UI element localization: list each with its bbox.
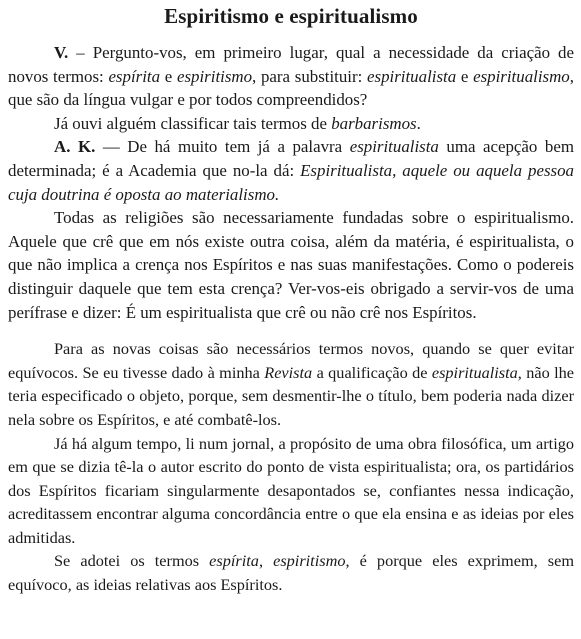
paragraph-p1 [8, 41, 574, 112]
italic-term: Revista [264, 362, 313, 382]
section-gap [8, 324, 574, 337]
text-run: , que são da língua vulgar e por todos compreendidos? [8, 66, 574, 110]
text-run: Já há algum tempo, li num jornal, a propósito de uma obra filosófica, um artigo em que se dizia tê-la o autor escrito do ponto de vista espiritualista; ora, os partidários dos Espíritos ficariam singularmente desapontados se, confiantes nessa indicação, acreditassem encontrar alguma concordância entre o que ela ensina e as ideias por eles admitidas. [8, 433, 574, 547]
text-run: uma acepção bem determinada; é a Academia que no-la dá: [8, 137, 574, 180]
text-run: . [416, 113, 421, 133]
italic-term: espiritualista [367, 66, 457, 86]
text-run: , não lhe teria especificado o objeto, porque, sem desmentir-lhe o título, bem poderia nada dizer nela sobre os Espíritos, e até combatê-los. [8, 362, 575, 429]
text-run: — De há muito tem já a palavra [95, 137, 350, 157]
text-run: a qualificação de [312, 362, 432, 382]
italic-term: espiritualista [349, 137, 439, 157]
italic-term: barbarismos [331, 113, 417, 133]
paragraph-p3 [8, 135, 574, 206]
italic-term: espiritismo [176, 66, 253, 86]
paragraph-p5 [8, 337, 574, 431]
italic-term: espírita [108, 66, 161, 86]
text-run: , é porque eles exprimem, sem equívoco, as ideias relativas aos Espíritos. [8, 551, 574, 595]
text-run: Se adotei os termos [54, 551, 210, 571]
paragraph-p4 [8, 206, 574, 324]
text-run: e [456, 66, 474, 86]
text-run: Para as novas coisas são necessários termos novos, quando se quer evitar equívocos. Se eu tivesse dado à minha [8, 339, 574, 382]
body-text [8, 41, 574, 597]
page-title: Espiritismo e espiritualismo [164, 4, 418, 28]
italic-term: Espiritualista, aquele ou aquela pessoa cuja doutrina é oposta ao materialismo. [8, 160, 574, 204]
paragraph-p6 [8, 432, 574, 550]
text-run: , [258, 551, 274, 571]
text-run: , para substituir: [252, 66, 368, 86]
paragraph-p7 [8, 549, 574, 596]
speaker-label: V. [54, 43, 69, 62]
italic-term: espiritualista [431, 362, 518, 382]
paragraph-p2 [8, 112, 574, 136]
text-run: Já ouvi alguém classificar tais termos de [54, 113, 332, 133]
italic-term: espiritualismo [473, 66, 570, 86]
text-run: – Pergunto-vos, em primeiro lugar, qual a necessidade da criação de novos termos: [8, 43, 574, 86]
italic-term: espírita [209, 551, 259, 571]
italic-term: espiritismo [273, 551, 346, 571]
text-run: Todas as religiões são necessariamente fundadas sobre o espiritualismo. Aquele que crê que em nós existe outra coisa, além da matéria, é espiritualista, o que não implica a crença nos Espíritos e nas suas manifestações. Como o podereis distinguir daquele que tem esta crença? Ver-vos-eis obrigado a servir-vos de uma perífrase e dizer: É um espiritualista que crê ou não crê nos Espíritos. [8, 208, 574, 322]
text-run: e [160, 66, 177, 86]
speaker-label: A. K. [54, 137, 96, 157]
